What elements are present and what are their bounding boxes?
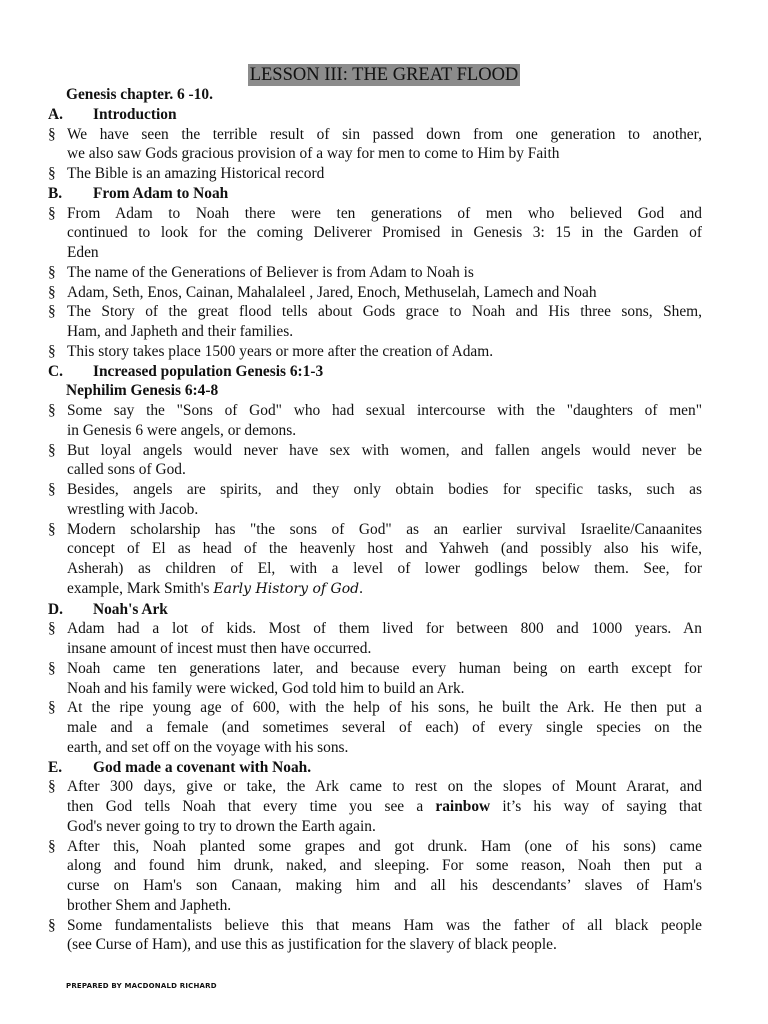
bullet-mark: § xyxy=(48,916,56,934)
bullet-line: Adam, Seth, Enos, Cainan, Mahalaleel , Jared, Enoch, Methuselah, Lamech and Noah xyxy=(67,283,597,301)
section-title: From Adam to Noah xyxy=(93,184,229,202)
bullet-line: Ham, and Japheth and their families. xyxy=(67,323,294,340)
bullet-mark: § xyxy=(48,342,56,360)
bullet-line: Adam had a lot of kids. Most of them lived for between 800 and 1000 years. An xyxy=(67,620,702,638)
bullet-line: The Bible is an amazing Historical record xyxy=(67,165,325,182)
section-c-heading xyxy=(48,362,702,382)
bullet-line xyxy=(67,797,702,817)
bullet-item xyxy=(48,125,702,165)
bullet-mark: § xyxy=(48,837,56,855)
section-letter: C. xyxy=(48,362,63,380)
section-a-heading xyxy=(48,105,702,125)
bullet-mark: § xyxy=(48,520,56,538)
bullet-item xyxy=(48,302,702,342)
bullet-line: We have seen the terrible result of sin passed down from one generation to another, xyxy=(67,125,702,143)
document-body xyxy=(48,85,702,955)
footer-credit: PREPARED BY MACDONALD RICHARD xyxy=(66,982,217,990)
section-b-heading xyxy=(48,184,702,204)
bullet-mark: § xyxy=(48,481,56,498)
bullet-line: brother Shem and Japheth. xyxy=(67,896,232,914)
subtitle: Genesis chapter. 6 -10. xyxy=(66,86,213,103)
bullet-line: Asherah) as children of El, with a level of lower godlings below them. See, for xyxy=(67,560,702,577)
bullet-line: wrestling with Jacob. xyxy=(67,500,199,518)
bullet-item xyxy=(48,263,702,283)
bullet-line: called sons of God. xyxy=(67,461,186,479)
bullet-line: continued to look for the coming Deliverer Promised in Genesis 3: 15 in the Garden of xyxy=(67,224,702,242)
bullet-mark: § xyxy=(48,659,56,677)
bullet-item xyxy=(48,480,702,520)
bullet-item xyxy=(48,204,702,263)
bullet-item xyxy=(48,401,702,441)
rainbow-word: rainbow xyxy=(435,798,491,815)
bullet-line: Some fundamentalists believe this that means Ham was the father of all black people xyxy=(67,916,702,934)
bullet-text: then God tells Noah that every time you see a xyxy=(67,798,436,815)
bullet-line: male and a female (and sometimes several of each) of every single species on the xyxy=(67,719,702,736)
section-d-heading xyxy=(48,600,702,620)
bullet-item xyxy=(48,619,702,659)
bullet-line: in Genesis 6 were angels, or demons. xyxy=(67,421,297,439)
bullet-line: Noah and his family were wicked, God told him to build an Ark. xyxy=(67,679,465,697)
bullet-line: The name of the Generations of Believer is from Adam to Noah is xyxy=(67,263,474,281)
bullet-item xyxy=(48,698,702,757)
section-title: God made a covenant with Noah. xyxy=(93,758,312,776)
bullet-mark: § xyxy=(48,620,56,638)
bullet-mark: § xyxy=(48,204,56,222)
bullet-mark: § xyxy=(48,699,56,717)
bullet-item xyxy=(48,283,702,303)
bullet-line: insane amount of incest must then have occurred. xyxy=(67,640,372,657)
section-title: Introduction xyxy=(93,105,177,123)
book-title: Early History of God xyxy=(213,580,360,597)
bullet-line: At the ripe young age of 600, with the help of his sons, he built the Ark. He then put a xyxy=(67,699,702,717)
bullet-line: This story takes place 1500 years or more after the creation of Adam. xyxy=(67,342,494,360)
bullet-line: Eden xyxy=(67,244,99,261)
section-letter: A. xyxy=(48,105,63,123)
bullet-item xyxy=(48,520,702,600)
bullet-line: After 300 days, give or take, the Ark came to rest on the slopes of Mount Ararat, and xyxy=(67,778,702,796)
section-letter: D. xyxy=(48,600,63,618)
bullet-line: But loyal angels would never have sex with women, and fallen angels would never be xyxy=(67,441,702,459)
bullet-line: we also saw Gods gracious provision of a way for men to come to Him by Faith xyxy=(67,145,560,163)
bullet-item xyxy=(48,916,702,956)
bullet-line: earth, and set off on the voyage with his sons. xyxy=(67,738,349,756)
bullet-mark: § xyxy=(48,441,56,459)
bullet-line: Modern scholarship has "the sons of God" as an earlier survival Israelite/Canaanites xyxy=(67,520,702,538)
bullet-line: The Story of the great flood tells about Gods grace to Noah and His three sons, Shem, xyxy=(67,303,702,321)
bullet-mark: § xyxy=(48,165,56,182)
bullet-mark: § xyxy=(48,125,56,143)
bullet-line: (see Curse of Ham), and use this as justification for the slavery of black people. xyxy=(67,936,557,954)
bullet-text: example, Mark Smith's xyxy=(67,579,214,597)
section-title: Noah's Ark xyxy=(93,600,168,618)
bullet-item xyxy=(48,342,702,362)
section-letter: B. xyxy=(48,184,63,202)
bullet-line: along and found him drunk, naked, and sleeping. For some reason, Noah then put a xyxy=(67,857,702,875)
bullet-item xyxy=(48,837,702,916)
bullet-line: Noah came ten generations later, and because every human being on earth except for xyxy=(67,659,702,677)
section-title: Increased population Genesis 6:1-3 xyxy=(93,362,324,380)
page-title: LESSON III: THE GREAT FLOOD xyxy=(249,65,519,85)
bullet-line: After this, Noah planted some grapes and got drunk. Ham (one of his sons) came xyxy=(67,837,702,855)
bullet-mark: § xyxy=(48,303,56,321)
section-c-subheading: Nephilim Genesis 6:4-8 xyxy=(66,382,219,400)
bullet-line: God's never going to try to drown the Earth again. xyxy=(67,817,376,835)
bullet-item xyxy=(48,164,702,184)
bullet-line: curse on Ham's son Canaan, making him and all his descendants’ slaves of Ham's xyxy=(67,877,702,894)
bullet-item xyxy=(48,659,702,699)
bullet-line: Besides, angels are spirits, and they only obtain bodies for specific tasks, such as xyxy=(67,481,702,498)
bullet-item xyxy=(48,777,702,836)
section-e-heading xyxy=(48,758,702,778)
bullet-mark: § xyxy=(48,778,56,796)
bullet-line: concept of El as head of the heavenly host and Yahweh (and possibly also his wife, xyxy=(67,540,702,558)
bullet-line xyxy=(67,579,702,600)
bullet-line: From Adam to Noah there were ten generations of men who believed God and xyxy=(67,204,702,222)
bullet-line: Some say the "Sons of God" who had sexual intercourse with the "daughters of men" xyxy=(67,402,702,419)
bullet-mark: § xyxy=(48,283,56,301)
bullet-item xyxy=(48,441,702,481)
bullet-mark: § xyxy=(48,263,56,281)
section-letter: E. xyxy=(48,758,63,776)
bullet-text: . xyxy=(359,579,363,597)
bullet-text: it’s his way of saying that xyxy=(490,798,702,815)
title-wrap xyxy=(0,64,768,86)
bullet-mark: § xyxy=(48,402,56,419)
